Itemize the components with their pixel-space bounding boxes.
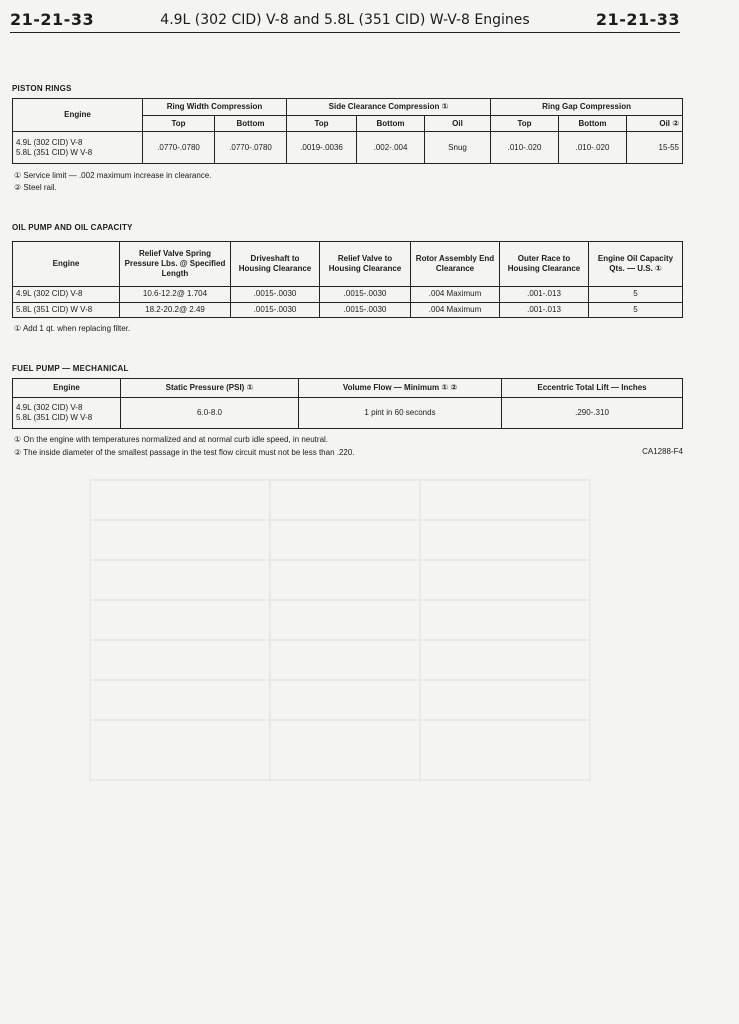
page-header (10, 10, 680, 33)
sub-header: Bottom (357, 116, 425, 132)
oil-pump-table (12, 241, 683, 318)
figure-code: CA1288-F4 (642, 447, 683, 456)
table-row (13, 302, 683, 318)
col-header: Engine (13, 242, 120, 287)
col-header: Driveshaft to Housing Clearance (231, 242, 320, 287)
value-cell: .0015-.0030 (231, 302, 320, 318)
col-header: Volume Flow — Minimum ① ② (299, 379, 502, 398)
col-header: Eccentric Total Lift — Inches (502, 379, 683, 398)
col-header: Relief Valve Spring Pressure Lbs. @ Specified Length (120, 242, 231, 287)
fuel-pump-title: FUEL PUMP — MECHANICAL (12, 364, 129, 373)
value-cell: .001-.013 (500, 287, 589, 303)
value-cell: .004 Maximum (411, 302, 500, 318)
engine-cell: 4.9L (302 CID) V-8 (13, 287, 120, 303)
page-title: 4.9L (302 CID) V-8 and 5.8L (351 CID) W-V-8 Engines (160, 12, 530, 28)
table-row (13, 132, 683, 164)
col-header: Engine (13, 379, 121, 398)
sub-header: Bottom (559, 116, 627, 132)
table-row (13, 287, 683, 303)
engine-cell (13, 398, 121, 429)
footnote: ① On the engine with temperatures normalized and at normal curb idle speed, in neutral. (14, 435, 329, 444)
footnote: ② Steel rail. (14, 183, 57, 192)
value-cell: 15-55 (627, 132, 683, 164)
sub-header: Top (287, 116, 357, 132)
value-cell: .0015-.0030 (320, 287, 411, 303)
value-cell: .0019-.0036 (287, 132, 357, 164)
value-cell: .010-.020 (491, 132, 559, 164)
sub-header: Oil (425, 116, 491, 132)
oil-pump-title: OIL PUMP AND OIL CAPACITY (12, 223, 133, 232)
col-header: Relief Valve to Housing Clearance (320, 242, 411, 287)
footnote: ② The inside diameter of the smallest passage in the test flow circuit must not be less than .220. (14, 448, 355, 457)
col-ring-width: Ring Width Compression (143, 99, 287, 116)
page-number-left: 21-21-33 (10, 10, 95, 29)
value-cell: .0015-.0030 (320, 302, 411, 318)
value-cell: 5 (589, 287, 683, 303)
value-cell: .010-.020 (559, 132, 627, 164)
page-number-right: 21-21-33 (595, 10, 680, 29)
value-cell: 6.0-8.0 (121, 398, 299, 429)
col-ring-gap: Ring Gap Compression (491, 99, 683, 116)
value-cell: 1 pint in 60 seconds (299, 398, 502, 429)
value-cell: .001-.013 (500, 302, 589, 318)
value-cell: 18.2-20.2@ 2.49 (120, 302, 231, 318)
table-row (13, 398, 683, 429)
value-cell: .0770-.0780 (215, 132, 287, 164)
value-cell: .290-.310 (502, 398, 683, 429)
sub-header: Top (143, 116, 215, 132)
sub-header: Bottom (215, 116, 287, 132)
col-header: Outer Race to Housing Clearance (500, 242, 589, 287)
engine-line: 4.9L (302 CID) V-8 (16, 137, 83, 147)
value-cell: 10.6-12.2@ 1.704 (120, 287, 231, 303)
engine-cell: 5.8L (351 CID) W V-8 (13, 302, 120, 318)
col-engine: Engine (13, 99, 143, 132)
value-cell: 5 (589, 302, 683, 318)
piston-rings-table (12, 98, 683, 164)
value-cell: .004 Maximum (411, 287, 500, 303)
engine-cell (13, 132, 143, 164)
value-cell: .0015-.0030 (231, 287, 320, 303)
sub-header: Top (491, 116, 559, 132)
col-header: Rotor Assembly End Clearance (411, 242, 500, 287)
engine-line: 5.8L (351 CID) W V-8 (16, 413, 93, 422)
piston-rings-title: PISTON RINGS (12, 84, 72, 93)
engine-line: 5.8L (351 CID) W V-8 (16, 147, 93, 157)
footnote: ① Add 1 qt. when replacing filter. (14, 324, 131, 333)
footnote: ① Service limit — .002 maximum increase in clearance. (14, 171, 212, 180)
value-cell: Snug (425, 132, 491, 164)
value-cell: .002-.004 (357, 132, 425, 164)
col-header: Engine Oil Capacity Qts. — U.S. ① (589, 242, 683, 287)
col-header: Static Pressure (PSI) ① (121, 379, 299, 398)
engine-line: 4.9L (302 CID) V-8 (16, 403, 83, 412)
bleed-through-texture (20, 440, 660, 1000)
col-side-clearance: Side Clearance Compression ① (287, 99, 491, 116)
sub-header: Oil ② (627, 116, 683, 132)
fuel-pump-table (12, 378, 683, 429)
value-cell: .0770-.0780 (143, 132, 215, 164)
